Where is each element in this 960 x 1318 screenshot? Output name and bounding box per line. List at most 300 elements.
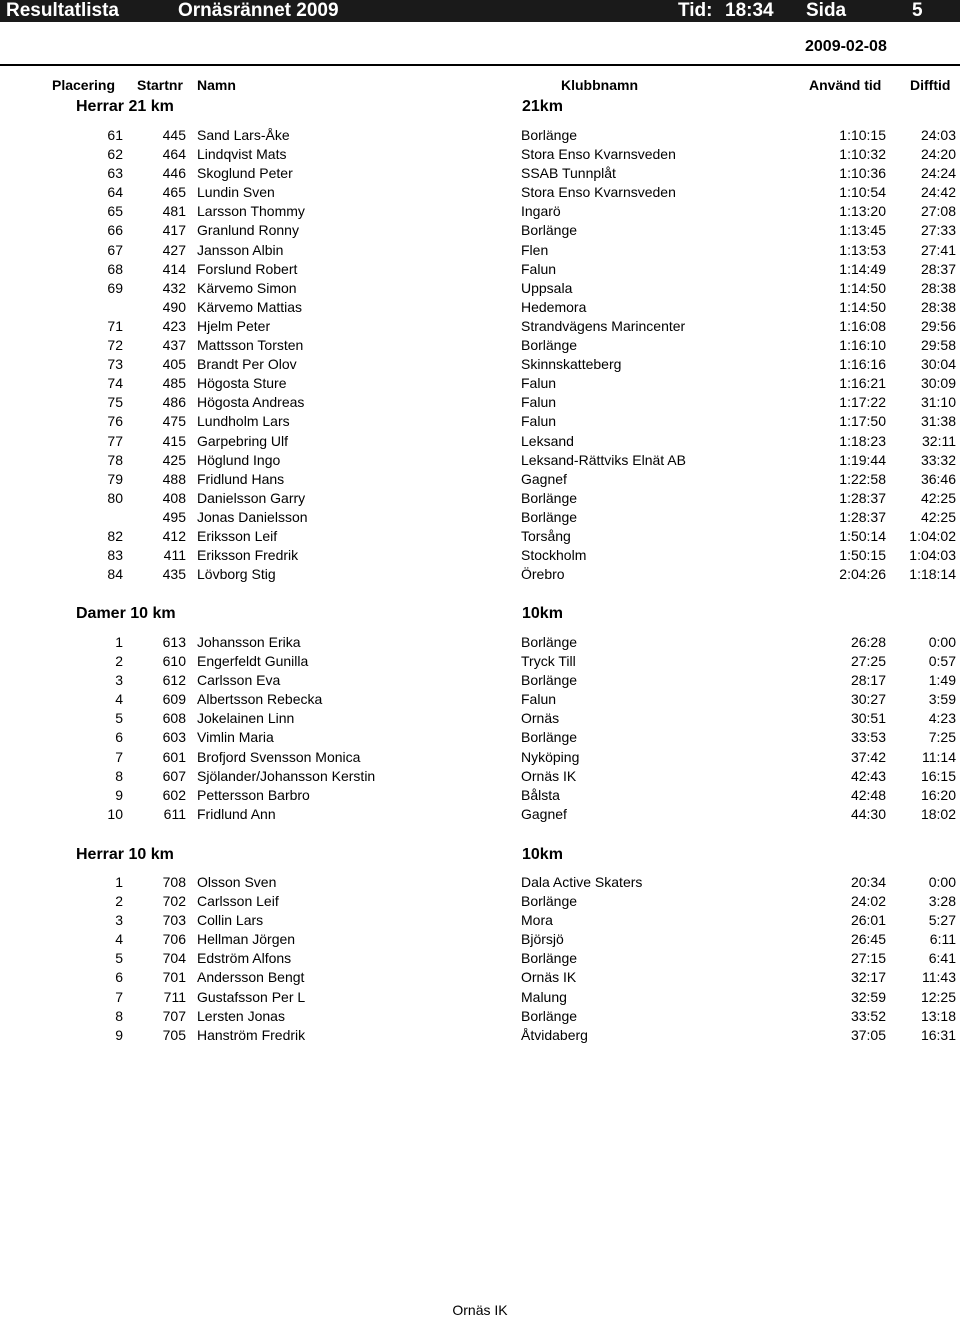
table-row bbox=[0, 911, 960, 930]
time-diff: 1:04:03 bbox=[909, 547, 956, 564]
time-diff: 0:00 bbox=[928, 874, 956, 890]
athlete-name: Hjelm Peter bbox=[197, 317, 271, 334]
table-row bbox=[0, 1026, 960, 1045]
athlete-name: Danielsson Garry bbox=[197, 489, 306, 506]
club-name: SSAB Tunnplåt bbox=[521, 165, 616, 182]
table-row bbox=[0, 317, 960, 336]
placement: 82 bbox=[107, 527, 123, 544]
time: 1:14:50 bbox=[839, 298, 886, 315]
time-diff: 0:57 bbox=[928, 653, 956, 670]
placement: 4 bbox=[115, 691, 123, 708]
club-name: Falun bbox=[521, 413, 557, 430]
time: 24:02 bbox=[850, 893, 886, 910]
club-name: Borlänge bbox=[521, 893, 578, 910]
time: 1:28:37 bbox=[839, 489, 886, 506]
time-diff: 6:41 bbox=[928, 950, 956, 967]
time: 42:48 bbox=[850, 786, 886, 803]
time: 1:19:44 bbox=[839, 451, 886, 468]
athlete-name: Lindqvist Mats bbox=[197, 146, 287, 163]
start-number: 414 bbox=[162, 260, 186, 277]
placement: 76 bbox=[107, 413, 123, 430]
start-number: 435 bbox=[162, 566, 186, 583]
club-name: Ornäs bbox=[521, 710, 560, 727]
start-number: 603 bbox=[162, 729, 186, 746]
placement: 65 bbox=[107, 203, 123, 220]
athlete-name: Carlsson Eva bbox=[197, 672, 281, 689]
time-diff: 27:08 bbox=[920, 203, 956, 220]
placement: 7 bbox=[115, 988, 123, 1005]
athlete-name: Sjölander/Johansson Kerstin bbox=[197, 767, 376, 784]
club-name: Borlänge bbox=[521, 1007, 578, 1024]
club-name: Borlänge bbox=[521, 489, 578, 506]
time: 1:16:10 bbox=[839, 337, 886, 354]
table-row bbox=[0, 279, 960, 298]
athlete-name: Lundin Sven bbox=[197, 184, 275, 201]
time: 44:30 bbox=[850, 805, 886, 822]
section-distance: 10km bbox=[522, 846, 563, 863]
time-diff: 24:20 bbox=[920, 146, 956, 163]
placement: 69 bbox=[107, 279, 123, 296]
athlete-name: Högosta Sture bbox=[197, 375, 287, 392]
placement: 5 bbox=[115, 710, 123, 727]
time: 1:17:22 bbox=[839, 394, 886, 411]
time-diff: 1:04:02 bbox=[909, 527, 956, 544]
time-diff: 24:24 bbox=[920, 165, 956, 182]
start-number: 708 bbox=[162, 874, 186, 890]
athlete-name: Albertsson Rebecka bbox=[197, 691, 323, 708]
club-name: Gagnef bbox=[521, 805, 567, 822]
time-diff: 33:32 bbox=[920, 451, 956, 468]
time-diff: 12:25 bbox=[920, 988, 956, 1005]
time: 1:13:53 bbox=[839, 241, 886, 258]
time: 1:14:49 bbox=[839, 260, 886, 277]
athlete-name: Eriksson Leif bbox=[197, 527, 278, 544]
athlete-name: Eriksson Fredrik bbox=[197, 547, 299, 564]
time-diff: 29:58 bbox=[920, 337, 956, 354]
time: 1:10:54 bbox=[839, 184, 886, 201]
start-number: 481 bbox=[162, 203, 186, 220]
athlete-name: Kärvemo Mattias bbox=[197, 298, 303, 315]
club-name: Malung bbox=[521, 988, 567, 1005]
time: 1:16:16 bbox=[839, 356, 886, 373]
placement: 73 bbox=[107, 356, 123, 373]
event-name: Ornäsrännet 2009 bbox=[178, 0, 339, 21]
time: 32:17 bbox=[850, 969, 886, 986]
header-divider bbox=[0, 64, 960, 66]
time: 30:27 bbox=[850, 691, 886, 708]
table-row bbox=[0, 527, 960, 546]
table-row bbox=[0, 298, 960, 317]
time-diff: 16:31 bbox=[920, 1026, 956, 1043]
club-name: Borlänge bbox=[521, 337, 578, 354]
time-diff: 0:00 bbox=[928, 634, 956, 650]
athlete-name: Gustafsson Per L bbox=[197, 988, 306, 1005]
table-row bbox=[0, 892, 960, 911]
athlete-name: Carlsson Leif bbox=[197, 893, 279, 910]
start-number: 711 bbox=[163, 988, 186, 1005]
start-number: 607 bbox=[162, 767, 186, 784]
club-name: Ingarö bbox=[521, 203, 561, 220]
start-number: 408 bbox=[162, 489, 186, 506]
athlete-name: Edström Alfons bbox=[197, 950, 292, 967]
club-name: Stora Enso Kvarnsveden bbox=[521, 146, 676, 163]
start-number: 706 bbox=[162, 931, 186, 948]
placement: 7 bbox=[115, 748, 123, 765]
start-number: 705 bbox=[162, 1026, 186, 1043]
club-name: Leksand-Rättviks Elnät AB bbox=[521, 451, 686, 468]
placement: 9 bbox=[115, 1026, 123, 1043]
table-row bbox=[0, 1007, 960, 1026]
club-name: Borlänge bbox=[521, 672, 578, 689]
time: 1:50:14 bbox=[839, 527, 886, 544]
placement: 62 bbox=[107, 146, 123, 163]
club-name: Uppsala bbox=[521, 279, 573, 296]
start-number: 707 bbox=[162, 1007, 186, 1024]
header-bar bbox=[0, 0, 960, 22]
time-diff: 18:02 bbox=[920, 805, 956, 822]
start-number: 486 bbox=[162, 394, 186, 411]
time-diff: 11:14 bbox=[922, 748, 956, 765]
club-name: Flen bbox=[521, 241, 549, 258]
placement: 8 bbox=[115, 1007, 123, 1024]
start-number: 611 bbox=[163, 805, 186, 822]
club-name: Falun bbox=[521, 260, 557, 277]
col-difftid: Difftid bbox=[910, 77, 951, 93]
placement: 3 bbox=[115, 672, 123, 689]
club-name: Skinnskatteberg bbox=[521, 356, 622, 373]
club-name: Bålsta bbox=[521, 786, 560, 803]
table-row bbox=[0, 767, 960, 786]
time-diff: 11:43 bbox=[922, 969, 956, 986]
table-row bbox=[0, 164, 960, 183]
time: 1:22:58 bbox=[839, 470, 886, 487]
athlete-name: Jansson Albin bbox=[197, 241, 284, 258]
athlete-name: Höglund Ingo bbox=[197, 451, 281, 468]
time: 1:16:21 bbox=[839, 375, 886, 392]
start-number: 437 bbox=[162, 337, 186, 354]
start-number: 412 bbox=[162, 527, 186, 544]
athlete-name: Fridlund Hans bbox=[197, 470, 285, 487]
placement: 1 bbox=[115, 634, 123, 650]
time: 1:10:36 bbox=[839, 165, 886, 182]
table-row bbox=[0, 183, 960, 202]
athlete-name: Skoglund Peter bbox=[197, 165, 293, 182]
start-number: 427 bbox=[162, 241, 186, 258]
athlete-name: Collin Lars bbox=[197, 912, 264, 929]
time-diff: 24:42 bbox=[920, 184, 956, 201]
athlete-name: Fridlund Ann bbox=[197, 805, 276, 822]
club-name: Falun bbox=[521, 394, 557, 411]
athlete-name: Johansson Erika bbox=[197, 634, 301, 650]
time: 1:50:15 bbox=[839, 547, 886, 564]
time-diff: 31:10 bbox=[920, 394, 956, 411]
start-number: 602 bbox=[162, 786, 186, 803]
placement: 6 bbox=[115, 969, 123, 986]
start-number: 417 bbox=[162, 222, 186, 239]
time: 26:45 bbox=[850, 931, 886, 948]
table-row bbox=[0, 374, 960, 393]
table-row bbox=[0, 202, 960, 221]
table-row bbox=[0, 748, 960, 767]
start-number: 608 bbox=[162, 710, 186, 727]
placement: 63 bbox=[107, 165, 123, 182]
table-row bbox=[0, 126, 960, 145]
club-name: Örebro bbox=[521, 566, 565, 583]
club-name: Hedemora bbox=[521, 298, 587, 315]
athlete-name: Garpebring Ulf bbox=[197, 432, 289, 449]
start-number: 495 bbox=[162, 508, 186, 525]
time: 27:15 bbox=[850, 950, 886, 967]
time-diff: 42:25 bbox=[920, 489, 956, 506]
athlete-name: Kärvemo Simon bbox=[197, 279, 297, 296]
start-number: 488 bbox=[162, 470, 186, 487]
athlete-name: Sand Lars-Åke bbox=[197, 127, 290, 143]
athlete-name: Hellman Jörgen bbox=[197, 931, 296, 948]
start-number: 613 bbox=[162, 634, 186, 650]
athlete-name: Engerfeldt Gunilla bbox=[197, 653, 309, 670]
table-row bbox=[0, 508, 960, 527]
placement: 3 bbox=[115, 912, 123, 929]
table-row bbox=[0, 145, 960, 164]
start-number: 464 bbox=[162, 146, 186, 163]
event-date: 2009-02-08 bbox=[805, 38, 887, 55]
results-list bbox=[0, 633, 960, 824]
time: 33:52 bbox=[850, 1007, 886, 1024]
table-row bbox=[0, 873, 960, 892]
start-number: 703 bbox=[162, 912, 186, 929]
start-number: 432 bbox=[162, 279, 186, 296]
table-row bbox=[0, 633, 960, 652]
time: 30:51 bbox=[850, 710, 886, 727]
start-number: 415 bbox=[162, 432, 186, 449]
start-number: 445 bbox=[162, 127, 186, 143]
club-name: Stockholm bbox=[521, 547, 587, 564]
placement: 79 bbox=[107, 470, 123, 487]
club-name: Mora bbox=[521, 912, 553, 929]
time: 27:25 bbox=[850, 653, 886, 670]
time-diff: 36:46 bbox=[920, 470, 956, 487]
club-name: Borlänge bbox=[521, 508, 578, 525]
time-diff: 1:18:14 bbox=[909, 566, 956, 583]
page-label: Sida bbox=[806, 0, 847, 21]
start-number: 405 bbox=[162, 356, 186, 373]
time-diff: 28:38 bbox=[920, 298, 956, 315]
time: 1:14:50 bbox=[839, 279, 886, 296]
col-placering: Placering bbox=[52, 77, 116, 93]
table-row bbox=[0, 671, 960, 690]
time: 26:28 bbox=[850, 634, 886, 650]
col-anvand-tid: Använd tid bbox=[809, 77, 882, 93]
table-row bbox=[0, 546, 960, 565]
table-row bbox=[0, 988, 960, 1007]
time-diff: 42:25 bbox=[920, 508, 956, 525]
table-row bbox=[0, 805, 960, 824]
start-number: 475 bbox=[162, 413, 186, 430]
placement: 84 bbox=[107, 566, 123, 583]
time-diff: 27:41 bbox=[920, 241, 956, 258]
time-diff: 7:25 bbox=[928, 729, 956, 746]
club-name: Borlänge bbox=[521, 950, 578, 967]
time: 20:34 bbox=[850, 874, 886, 890]
time-diff: 27:33 bbox=[920, 222, 956, 239]
time-diff: 28:37 bbox=[920, 260, 956, 277]
placement: 77 bbox=[107, 432, 123, 449]
time-diff: 16:20 bbox=[920, 786, 956, 803]
time-diff: 30:04 bbox=[920, 356, 956, 373]
placement: 2 bbox=[115, 653, 123, 670]
time: 2:04:26 bbox=[839, 566, 886, 583]
section-title: Damer 10 km bbox=[76, 605, 176, 622]
table-row bbox=[0, 470, 960, 489]
time-diff: 3:59 bbox=[928, 691, 956, 708]
table-row bbox=[0, 336, 960, 355]
start-number: 423 bbox=[162, 317, 186, 334]
page-number: 5 bbox=[912, 0, 923, 21]
athlete-name: Lövborg Stig bbox=[197, 566, 276, 583]
time-diff: 4:23 bbox=[928, 710, 956, 727]
table-row bbox=[0, 949, 960, 968]
placement: 74 bbox=[107, 375, 123, 392]
table-row bbox=[0, 221, 960, 240]
club-name: Torsång bbox=[521, 527, 571, 544]
time: 33:53 bbox=[850, 729, 886, 746]
table-row bbox=[0, 355, 960, 374]
time: 1:13:45 bbox=[839, 222, 886, 239]
section-title: Herrar 21 km bbox=[76, 98, 174, 115]
club-name: Strandvägens Marincenter bbox=[521, 317, 686, 334]
time: 26:01 bbox=[850, 912, 886, 929]
athlete-name: Brofjord Svensson Monica bbox=[197, 748, 361, 765]
athlete-name: Lundholm Lars bbox=[197, 413, 290, 430]
time: 1:16:08 bbox=[839, 317, 886, 334]
table-row bbox=[0, 489, 960, 508]
club-name: Borlänge bbox=[521, 729, 578, 746]
section-title: Herrar 10 km bbox=[76, 846, 174, 863]
table-row bbox=[0, 241, 960, 260]
table-row bbox=[0, 565, 960, 584]
time-diff: 13:18 bbox=[920, 1007, 956, 1024]
table-row bbox=[0, 432, 960, 451]
club-name: Stora Enso Kvarnsveden bbox=[521, 184, 676, 201]
time-diff: 31:38 bbox=[920, 413, 956, 430]
start-number: 411 bbox=[163, 547, 186, 564]
table-row bbox=[0, 709, 960, 728]
time-diff: 6:11 bbox=[929, 931, 956, 948]
time: 42:43 bbox=[850, 767, 886, 784]
athlete-name: Lersten Jonas bbox=[197, 1007, 285, 1024]
placement: 71 bbox=[107, 317, 123, 334]
time-diff: 28:38 bbox=[920, 279, 956, 296]
placement: 83 bbox=[107, 547, 123, 564]
table-row bbox=[0, 652, 960, 671]
placement: 4 bbox=[115, 931, 123, 948]
placement: 64 bbox=[107, 184, 123, 201]
athlete-name: Jonas Danielsson bbox=[197, 508, 308, 525]
placement: 67 bbox=[107, 241, 123, 258]
club-name: Falun bbox=[521, 375, 557, 392]
table-row bbox=[0, 393, 960, 412]
placement: 78 bbox=[107, 451, 123, 468]
table-row bbox=[0, 786, 960, 805]
start-number: 701 bbox=[162, 969, 186, 986]
time: 28:17 bbox=[850, 672, 886, 689]
athlete-name: Jokelainen Linn bbox=[197, 710, 295, 727]
club-name: Dala Active Skaters bbox=[521, 874, 643, 890]
athlete-name: Andersson Bengt bbox=[197, 969, 305, 986]
placement: 68 bbox=[107, 260, 123, 277]
athlete-name: Mattsson Torsten bbox=[197, 337, 304, 354]
start-number: 446 bbox=[162, 165, 186, 182]
club-name: Ornäs IK bbox=[521, 969, 577, 986]
start-number: 490 bbox=[162, 298, 186, 315]
start-number: 702 bbox=[162, 893, 186, 910]
time-diff: 24:03 bbox=[920, 127, 956, 143]
placement: 61 bbox=[107, 127, 123, 143]
placement: 72 bbox=[107, 337, 123, 354]
results-list bbox=[0, 873, 960, 1045]
placement: 5 bbox=[115, 950, 123, 967]
col-startnr: Startnr bbox=[137, 77, 183, 93]
start-number: 612 bbox=[162, 672, 186, 689]
results-list bbox=[0, 126, 960, 584]
footer-club: Ornäs IK bbox=[452, 1302, 508, 1318]
time-value: 18:34 bbox=[725, 0, 774, 21]
athlete-name: Forslund Robert bbox=[197, 260, 298, 277]
club-name: Björsjö bbox=[521, 931, 564, 948]
time-diff: 3:28 bbox=[928, 893, 956, 910]
col-namn: Namn bbox=[197, 77, 236, 93]
time-diff: 5:27 bbox=[928, 912, 956, 929]
time: 1:10:15 bbox=[839, 127, 886, 143]
placement: 9 bbox=[115, 786, 123, 803]
time: 1:18:23 bbox=[839, 432, 886, 449]
athlete-name: Hanström Fredrik bbox=[197, 1026, 306, 1043]
placement: 6 bbox=[115, 729, 123, 746]
time-diff: 32:11 bbox=[922, 432, 956, 449]
column-headers bbox=[0, 77, 960, 97]
athlete-name: Pettersson Barbro bbox=[197, 786, 310, 803]
table-row bbox=[0, 412, 960, 431]
start-number: 425 bbox=[162, 451, 186, 468]
time: 1:28:37 bbox=[839, 508, 886, 525]
start-number: 465 bbox=[162, 184, 186, 201]
table-row bbox=[0, 260, 960, 279]
club-name: Åtvidaberg bbox=[521, 1026, 588, 1043]
time: 1:10:32 bbox=[839, 146, 886, 163]
time-diff: 30:09 bbox=[920, 375, 956, 392]
club-name: Borlänge bbox=[521, 222, 578, 239]
time: 32:59 bbox=[850, 988, 886, 1005]
col-klubbnamn: Klubbnamn bbox=[561, 77, 638, 93]
athlete-name: Högosta Andreas bbox=[197, 394, 305, 411]
time-diff: 1:49 bbox=[928, 672, 956, 689]
table-row bbox=[0, 728, 960, 747]
club-name: Nyköping bbox=[521, 748, 580, 765]
start-number: 485 bbox=[162, 375, 186, 392]
athlete-name: Granlund Ronny bbox=[197, 222, 299, 239]
placement: 75 bbox=[107, 394, 123, 411]
athlete-name: Brandt Per Olov bbox=[197, 356, 297, 373]
athlete-name: Olsson Sven bbox=[197, 874, 277, 890]
club-name: Gagnef bbox=[521, 470, 567, 487]
athlete-name: Larsson Thommy bbox=[197, 203, 305, 220]
time: 37:05 bbox=[850, 1026, 886, 1043]
placement: 8 bbox=[115, 767, 123, 784]
time-label: Tid: bbox=[678, 0, 713, 21]
time: 1:13:20 bbox=[839, 203, 886, 220]
document-title: Resultatlista bbox=[6, 0, 119, 21]
time: 37:42 bbox=[850, 748, 886, 765]
